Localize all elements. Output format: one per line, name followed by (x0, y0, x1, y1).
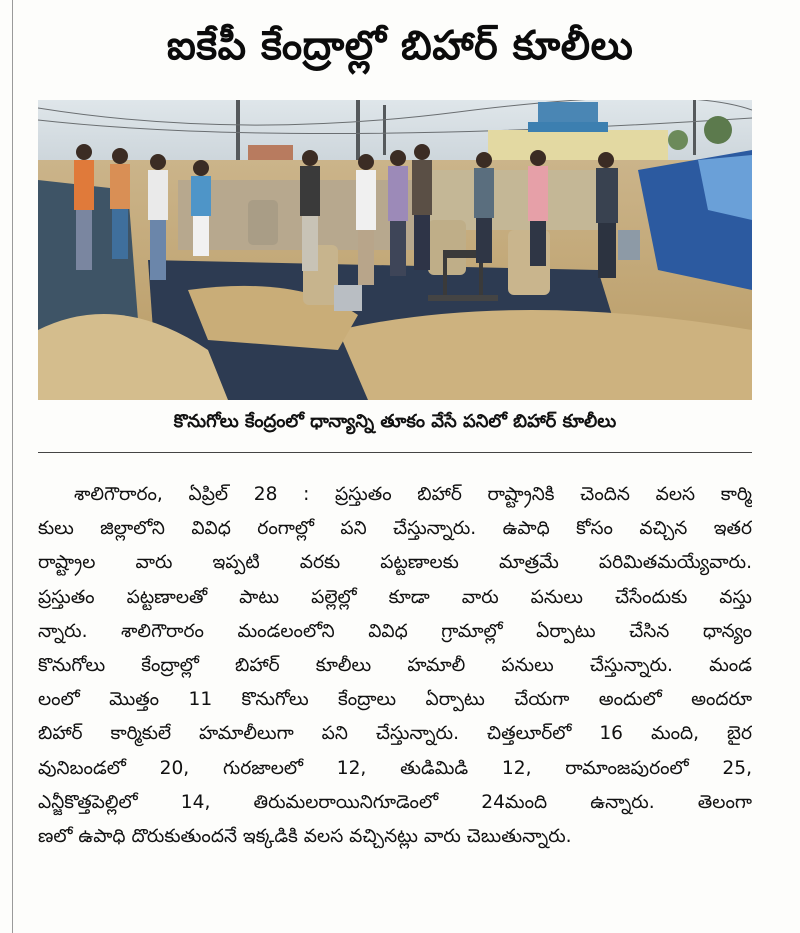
article-line: వునిబండలో 20, గురజాలలో 12, తుడిమిడి 12, రామాంజపురంలో 25, (38, 757, 752, 779)
article-line: లంలో మొత్తం 11 కొనుగోలు కేంద్రాలు ఏర్పాటు చేయగా అందులో అందరూ (38, 689, 752, 711)
article-line: ఎన్జీకొత్తపెల్లిలో 14, తిరుమలరాయినిగూడెంలో 24మంది ఉన్నారు. తెలంగా (38, 791, 752, 813)
news-photo (38, 100, 752, 400)
article-line: రాష్ట్రాల వారు ఇప్పటి వరకు పట్టణాలకు మాత్రమే పరిమితమయ్యేవారు. (38, 552, 752, 574)
article-line: కులు జిల్లాలోని వివిధ రంగాల్లో పని చేస్తున్నారు. ఉపాధి కోసం వచ్చిన ఇతర (38, 518, 752, 540)
article-body (38, 478, 752, 854)
article-line: న్నారు. శాలిగౌరారం మండలంలోని వివిధ గ్రామాల్లో ఏర్పాటు చేసిన ధాన్యం (38, 620, 752, 642)
article-line: ణలో ఉపాధి దొరుకుతుందనే ఇక్కడికి వలస వచ్చినట్లు వారు చెబుతున్నారు. (38, 825, 572, 847)
article-line: ప్రస్తుతం పట్టణాలతో పాటు పల్లెల్లో కూడా వారు పనులు చేసేందుకు వస్తు (38, 586, 752, 608)
article-line: బిహార్ కార్మికులే హమాలీలుగా పని చేస్తున్నారు. చిత్తలూర్‌లో 16 మంది, బైర (38, 723, 752, 745)
photo-caption: కొనుగోలు కేంద్రంలో ధాన్యాన్ని తూకం వేసే పనిలో బిహార్ కూలీలు (173, 411, 617, 432)
page-edge-line (12, 0, 13, 933)
caption-divider (38, 452, 752, 453)
article-line: శాలిగౌరారం, ఏప్రిల్ 28 : ప్రస్తుతం బిహార్ రాష్ట్రానికి చెందిన వలస కార్మి (74, 484, 752, 505)
article-line: కొనుగోలు కేంద్రాల్లో బిహార్ కూలీలు హమాలీ పనులు చేస్తున్నారు. మండ (38, 654, 752, 676)
headline: ఐకేపీ కేంద్రాల్లో బిహార్ కూలీలు (166, 23, 634, 69)
